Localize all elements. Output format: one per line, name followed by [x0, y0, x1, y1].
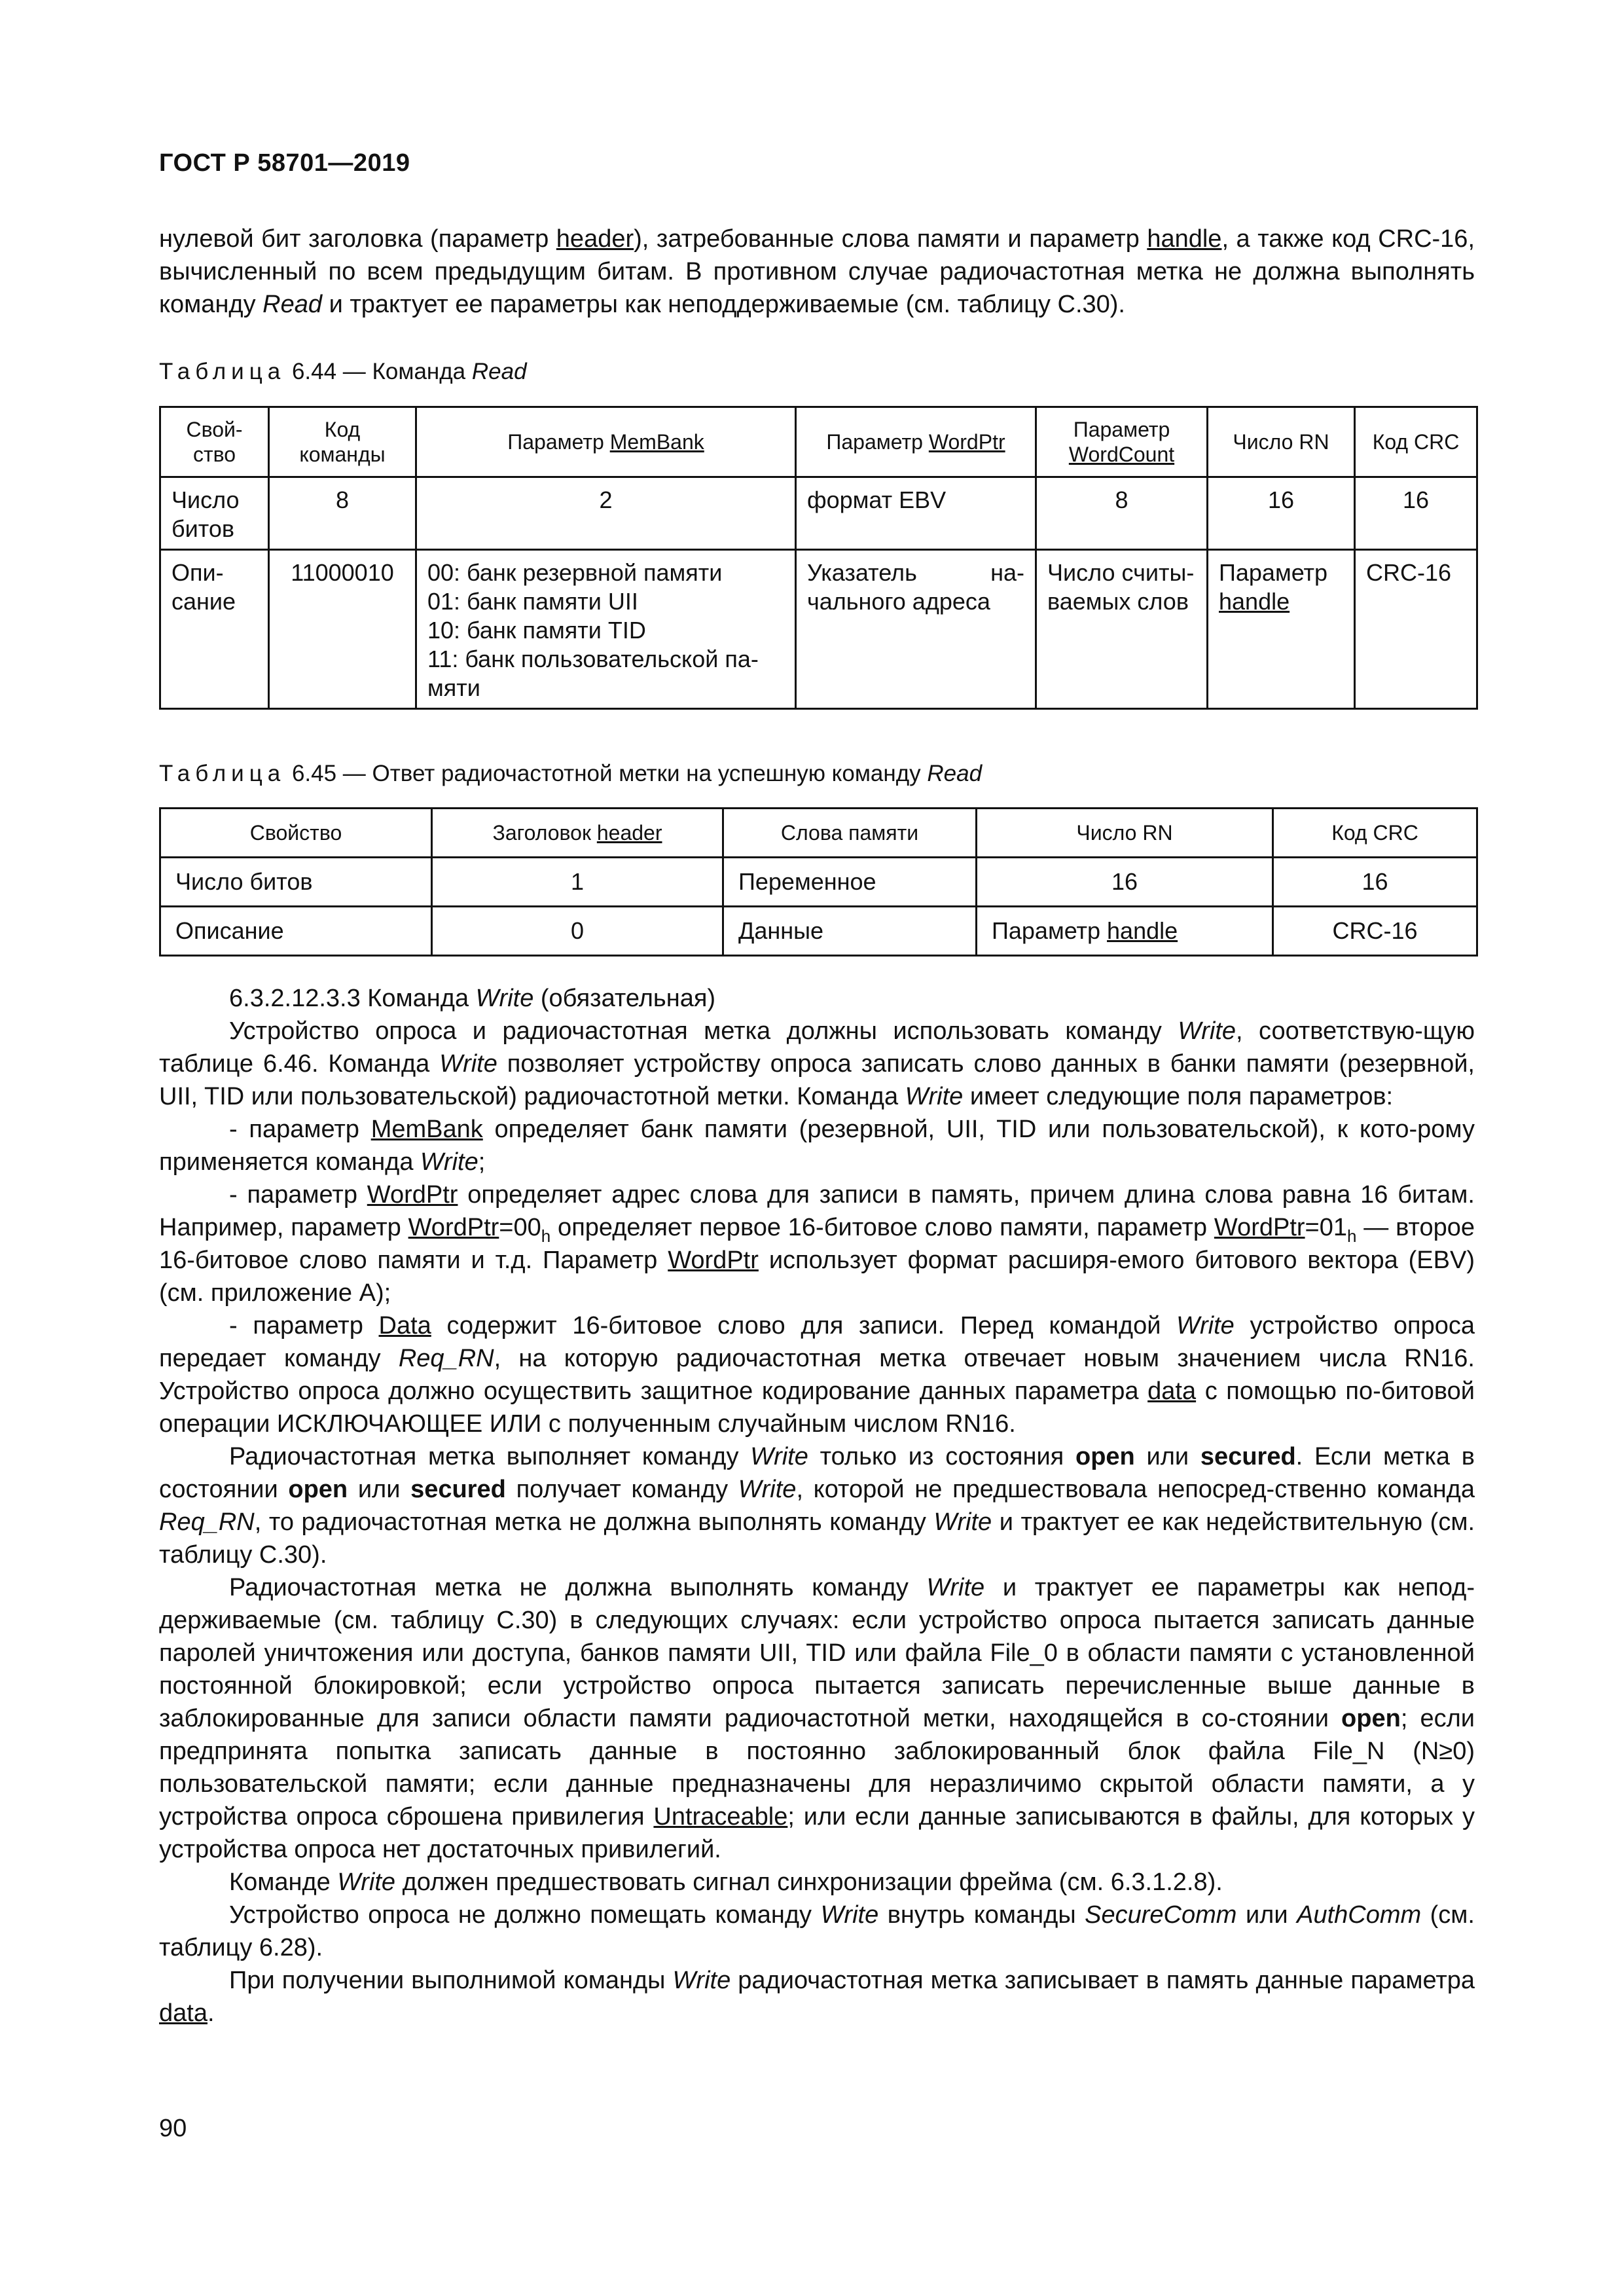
table-cell: формат EBV [796, 477, 1036, 550]
text-run: open [1341, 1705, 1401, 1732]
table-row [160, 907, 1477, 956]
text-run: радиочастотная метка записывает в память данные параметра [731, 1967, 1475, 1994]
text-run: , которой не предшествовала непосред-ственно команда [796, 1476, 1475, 1503]
caption-prefix: Таблица [159, 761, 286, 786]
text-run: определяет первое 16-битовое слово памяти, параметр [550, 1214, 1214, 1241]
text-run: Write [1178, 1017, 1236, 1045]
text-run: Write [439, 1050, 497, 1078]
cell-text: Параметр [507, 430, 610, 454]
text-run: Write [1176, 1312, 1235, 1339]
text-run: WordPtr [668, 1247, 759, 1274]
text-run: определяет адрес слова для записи в память, причем длина слова равна 16 битам. Например, параметр [159, 1181, 1475, 1241]
paragraph [159, 1309, 1475, 1440]
text-run: Устройство опроса и радиочастотная метка должны использовать команду [229, 1017, 1178, 1045]
table-cell: 2 [416, 477, 796, 550]
cell-text: Указатель [807, 559, 917, 586]
list-item: мяти [427, 674, 480, 701]
intro-text: , а также код CRC-16, вычисленный по всем предыдущим битам. В противном случае радиочастотная метка не должна выполнять команду [159, 225, 1475, 318]
text-run: внутрь команды [878, 1901, 1085, 1929]
text-run: WordPtr [367, 1181, 458, 1209]
cell-text: Код [324, 418, 361, 441]
table-cell: CRC-16 [1273, 907, 1477, 956]
table-cell: 1 [432, 858, 723, 907]
text-run: open [288, 1476, 348, 1503]
cell-text: Число считы- [1047, 559, 1195, 586]
text-run: (см. таблицу 6.28). [159, 1901, 1475, 1961]
text-run: secured [1200, 1443, 1296, 1470]
text-run: только из состояния [808, 1443, 1075, 1470]
text-run: WordPtr [408, 1214, 499, 1241]
table-cell [1208, 550, 1355, 709]
cell-text: битов [171, 515, 234, 542]
cell-text: Параметр [1073, 418, 1170, 441]
intro-text: и трактует ее параметры как неподдерживаемые (см. таблицу С.30). [322, 291, 1125, 318]
cell-text: handle [1219, 588, 1290, 615]
caption-italic: Read [927, 761, 983, 786]
header-cell: Число RN [977, 809, 1273, 858]
membank-list [416, 550, 796, 709]
text-run: open [1075, 1443, 1135, 1470]
table-cell [977, 907, 1273, 956]
cell-text: ваемых слов [1047, 588, 1189, 615]
header-cell [1036, 407, 1208, 477]
text-run: Write [337, 1868, 396, 1896]
caption-text: 6.44 — Команда [285, 359, 472, 384]
text-run: определяет банк памяти (резервной, UII, TID или пользовательской), к кото-рому применяется команда [159, 1116, 1475, 1176]
paragraph [159, 1964, 1475, 2030]
cell-text: WordCount [1068, 443, 1175, 466]
text-run: Write [420, 1148, 478, 1176]
cell-text: Параметр [826, 430, 929, 454]
table-cell: 0 [432, 907, 723, 956]
text-run: Радиочастотная метка не должна выполнять команду [229, 1574, 927, 1601]
text-run: ; или если данные записываются в файлы, для которых у устройства опроса нет достаточных привилегий. [159, 1803, 1475, 1863]
text-run: Write [820, 1901, 879, 1929]
caption-prefix: Таблица [159, 359, 286, 384]
text-run: и трактует ее как недействительную (см. таблицу С.30). [159, 1508, 1475, 1569]
cell-text: MemBank [609, 430, 704, 454]
table-header-row [160, 407, 1477, 477]
text-run: содержит 16-битовое слово для записи. Перед командой [431, 1312, 1177, 1339]
text-run: или [1134, 1443, 1200, 1470]
header-cell [416, 407, 796, 477]
text-run: , на которую радиочастотная метка отвечает новым значением числа RN16. Устройство опроса должно осуществить защитное кодирование данных параметра [159, 1345, 1475, 1405]
table-cell: Переменное [723, 858, 977, 907]
header-cell: Число RN [1208, 407, 1355, 477]
text-run: , соответствую-щую таблице 6.46. Команда [159, 1017, 1475, 1078]
cell-text: сание [171, 588, 236, 615]
cell-text: header [596, 820, 662, 845]
text-run: h [541, 1226, 551, 1246]
text-run: ; [478, 1148, 486, 1176]
page-number: 90 [159, 2115, 187, 2142]
text-run: Write [750, 1443, 808, 1470]
header-cell [160, 407, 269, 477]
text-run: =01 [1305, 1214, 1348, 1241]
text-run: h [1347, 1226, 1357, 1246]
text-run: или [348, 1476, 411, 1503]
header-cell: Свойство [160, 809, 432, 858]
table2-caption [159, 759, 982, 788]
paragraph [159, 1866, 1475, 1899]
cell-text: Число [171, 486, 240, 513]
read-command: Read [262, 291, 323, 318]
cell-text: WordPtr [928, 430, 1005, 454]
text-run: Write [672, 1967, 731, 1994]
text-run: Write [933, 1508, 992, 1536]
text-run: должен предшествовать сигнал синхронизации фрейма (см. 6.3.1.2.8). [395, 1868, 1223, 1896]
text-run: Радиочастотная метка выполняет команду [229, 1443, 751, 1470]
paragraph [159, 1178, 1475, 1309]
cell-text: чального адреса [807, 588, 990, 615]
text-run: Команде [229, 1868, 338, 1896]
cell-text: handle [1107, 917, 1178, 944]
table-cell [796, 550, 1036, 709]
cell-text: Опи- [171, 559, 224, 586]
table1-caption [159, 357, 527, 386]
list-item: 10: банк памяти TID [427, 617, 646, 644]
text-run: - параметр [229, 1312, 379, 1339]
text-run: имеет следующие поля параметров: [963, 1083, 1394, 1110]
cell-text: Параметр [992, 917, 1108, 944]
cell-text: на- [990, 559, 1024, 586]
text-run: Устройство опроса не должно помещать команду [229, 1901, 821, 1929]
text-run: Write [905, 1083, 964, 1110]
text-run: AuthComm [1297, 1901, 1422, 1929]
table-cell: CRC-16 [1355, 550, 1477, 709]
cell-line [807, 558, 1024, 587]
paragraph [159, 1571, 1475, 1866]
handle-param: handle [1147, 225, 1222, 253]
caption-italic: Read [471, 359, 527, 384]
text-run: При получении выполнимой команды [229, 1967, 673, 1994]
header-cell: Код CRC [1273, 809, 1477, 858]
text-run: Req_RN [398, 1345, 494, 1372]
table-cell: 16 [977, 858, 1273, 907]
text-run: WordPtr [1214, 1214, 1305, 1241]
paragraph [159, 1113, 1475, 1178]
text-run: data [159, 1999, 208, 2027]
header-cell: Слова памяти [723, 809, 977, 858]
text-run: MemBank [370, 1116, 483, 1143]
paragraph [159, 1440, 1475, 1571]
table-cell: Данные [723, 907, 977, 956]
header-cell [269, 407, 416, 477]
table-row [160, 858, 1477, 907]
text-run: - параметр [229, 1181, 367, 1209]
table-cell: 16 [1208, 477, 1355, 550]
paragraph [159, 1015, 1475, 1113]
heading-text: (обязательная) [533, 985, 716, 1012]
row-label: Число битов [160, 858, 432, 907]
table-cell: 8 [1036, 477, 1208, 550]
text-run: получает команду [505, 1476, 738, 1503]
text-run: или [1236, 1901, 1297, 1929]
header-cell: Код CRC [1355, 407, 1477, 477]
text-run: . [207, 1999, 215, 2027]
header-cell [796, 407, 1036, 477]
table-cell: 8 [269, 477, 416, 550]
text-run: Untraceable [653, 1803, 788, 1831]
text-run: Data [378, 1312, 431, 1339]
text-run: Write [926, 1574, 985, 1601]
cell-text: Параметр [1219, 559, 1328, 586]
heading-text: 6.3.2.12.3.3 Команда [229, 985, 476, 1012]
text-run: data [1147, 1377, 1197, 1405]
section-heading [159, 982, 1475, 1015]
list-item: 00: банк резервной памяти [427, 559, 723, 586]
cell-text: Свой- [186, 418, 243, 441]
caption-text: 6.45 — Ответ радиочастотной метки на успешную команду [285, 761, 928, 786]
text-run: Write [738, 1476, 797, 1503]
text-run: позволяет устройству опроса записать слово данных в банки памяти (резервной, UII, TID или пользовательской) радиочастотной метки. Команда [159, 1050, 1475, 1110]
text-run: устройство опроса передает команду [159, 1312, 1475, 1372]
text-run: =00 [499, 1214, 541, 1241]
table-row [160, 477, 1477, 550]
header-param: header [556, 225, 634, 253]
text-run: ; если предпринята попытка записать данные в постоянно заблокированный блок файла File_N (N≥0) пользовательской памяти; если данные предназначены для неразличимо скрытой области памяти, а у устройства опроса сброшена привилегия [159, 1705, 1475, 1831]
cell-text: Заголовок [492, 820, 597, 845]
text-run: и трактует ее параметры как непод-держиваемые (см. таблицу С.30) в следующих случаях: если устройство опроса пытается записать данные паролей уничтожения или доступа, банков памяти UII, TID или файла File_0 в области памяти с установленной постоянной блокировкой; если устройство опроса пытается записать перечисленные выше данные в заблокированные для записи области памяти радиочастотной метки, находящейся в со-стоянии [159, 1574, 1475, 1732]
row-label [160, 550, 269, 709]
intro-text: нулевой бит заголовка (параметр [159, 225, 556, 253]
read-command-table [159, 406, 1478, 710]
text-run: использует формат расширя-емого битового вектора (EBV) (см. приложение А); [159, 1247, 1475, 1307]
text-run: - параметр [229, 1116, 371, 1143]
document-header: ГОСТ Р 58701—2019 [159, 149, 410, 177]
row-label: Описание [160, 907, 432, 956]
intro-paragraph [159, 223, 1475, 321]
list-item: 01: банк памяти UII [427, 588, 638, 615]
list-item: 11: банк пользовательской па- [427, 646, 759, 672]
header-cell [432, 809, 723, 858]
text-run: . Если метка в состоянии [159, 1443, 1475, 1503]
table-row [160, 550, 1477, 709]
cell-text: команды [299, 443, 386, 466]
table-cell: 16 [1273, 858, 1477, 907]
text-run: , то радиочастотная метка не должна выполнять команду [254, 1508, 934, 1536]
read-response-table [159, 807, 1478, 957]
intro-text: ), затребованные слова памяти и параметр [634, 225, 1147, 253]
text-run: secured [410, 1476, 506, 1503]
table-header-row [160, 809, 1477, 858]
write-command-section [159, 982, 1475, 2030]
table-cell: 16 [1355, 477, 1477, 550]
text-run: SecureComm [1085, 1901, 1237, 1929]
table-cell: 11000010 [269, 550, 416, 709]
text-run: Req_RN [159, 1508, 255, 1536]
cell-text: ство [192, 443, 236, 466]
text-run: с помощью по-битовой операции ИСКЛЮЧАЮЩЕЕ ИЛИ с полученным случайным числом RN16. [159, 1377, 1475, 1438]
text-run: — второе 16-битовое слово памяти и т.д. Параметр [159, 1214, 1475, 1274]
table-cell [1036, 550, 1208, 709]
heading-italic: Write [475, 985, 534, 1012]
paragraph [159, 1899, 1475, 1964]
row-label [160, 477, 269, 550]
